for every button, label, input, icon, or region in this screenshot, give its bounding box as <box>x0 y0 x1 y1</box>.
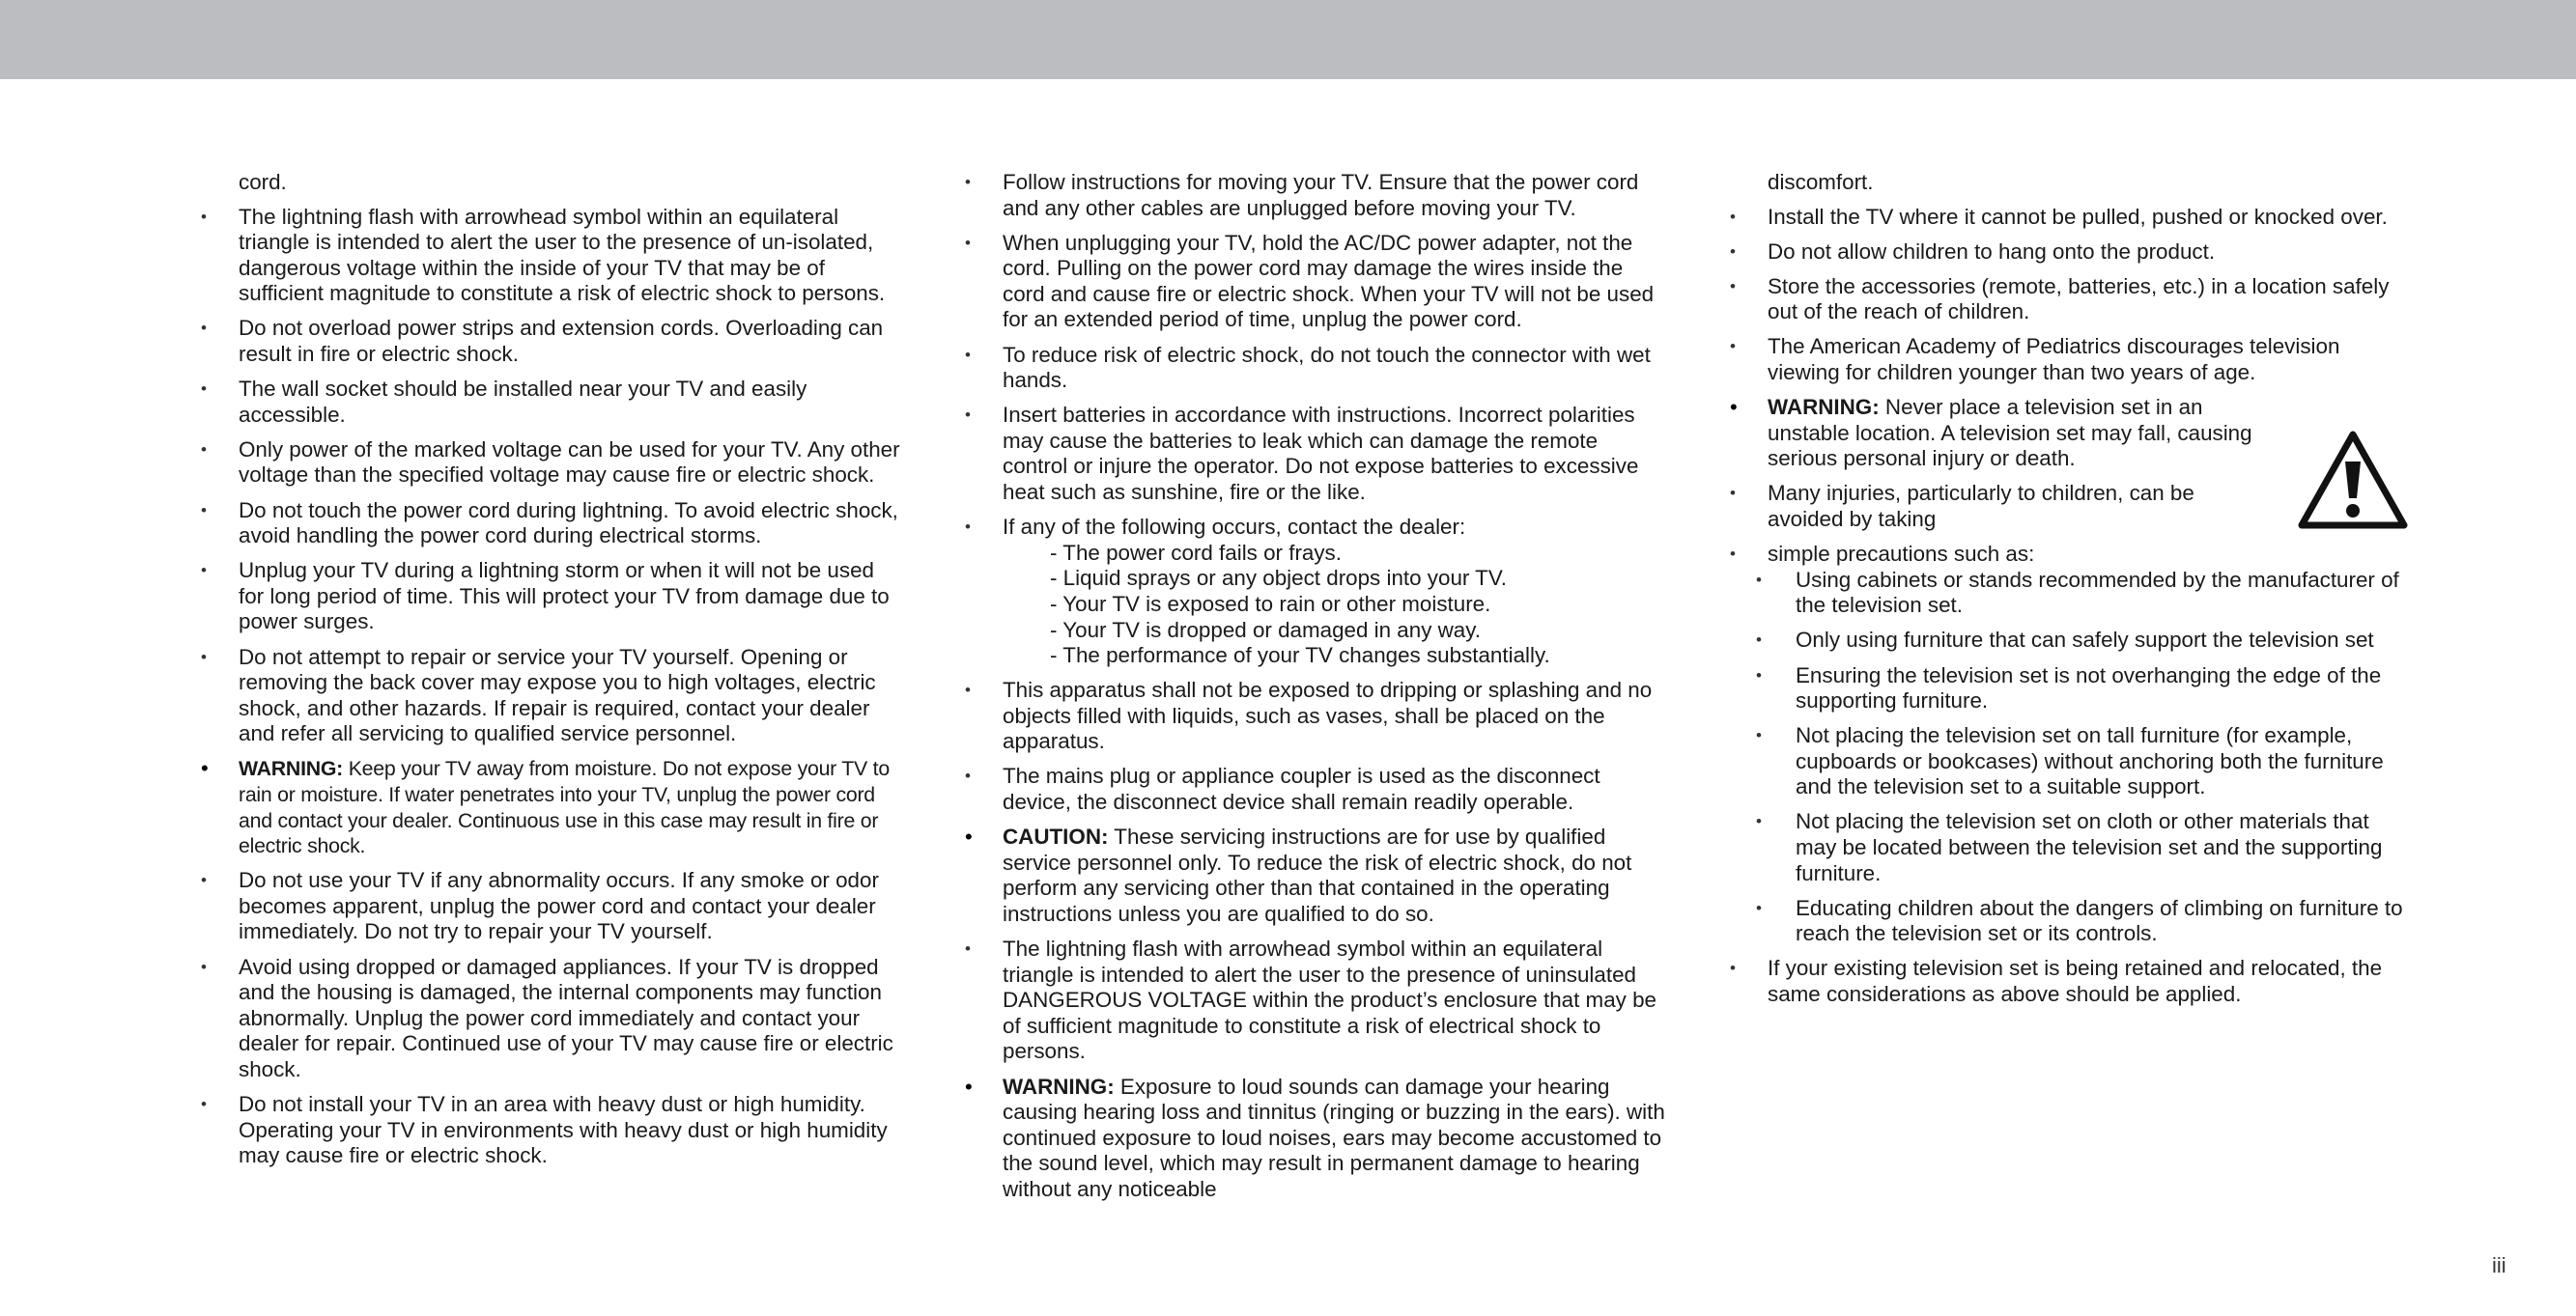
list-item: • To reduce risk of electric shock, do not touch the connector with wet hands. <box>962 343 1667 394</box>
column-2 <box>962 170 1667 1212</box>
caution-text: These servicing instructions are for use by qualified service personnel only. To reduce the risk of electric shock, do not perform any servicing other than that contained in the operating instructions unless you are qualified to do so. <box>1003 825 1632 926</box>
list-item: • Do not allow children to hang onto the product. <box>1727 239 2403 266</box>
precautions-text: • simple precautions such as: <box>1768 542 2035 567</box>
dealer-line: - The performance of your TV changes substantially. <box>1050 643 1550 668</box>
list-item: • Avoid using dropped or damaged appliances. If your TV is dropped and the housing is damaged, the internal components may function abnormally. Unplug the power cord immediately and contact your dealer for repair. Continued use of your TV may cause fire or electric shock. <box>198 955 903 1083</box>
safety-list-3b <box>1727 956 2403 1007</box>
caution-item <box>962 825 1667 927</box>
list-item: • Install the TV where it cannot be pulled, pushed or knocked over. <box>1727 205 2403 231</box>
injuries-text: avoided by taking <box>1768 507 1937 532</box>
page-number: iii <box>2492 1253 2506 1277</box>
list-item: • The wall socket should be installed near your TV and easily accessible. <box>198 377 903 428</box>
caution-label: CAUTION: <box>1003 825 1109 850</box>
safety-list-2 <box>962 170 1667 1202</box>
warning-label: WARNING: <box>239 757 344 781</box>
column-3 <box>1727 170 2403 1017</box>
warning-item <box>962 1075 1667 1203</box>
list-item: • Unplug your TV during a lightning storm or when it will not be used for long period of time. This will protect your TV from damage due to power surges. <box>198 558 903 635</box>
sub-list-item: • Ensuring the television set is not overhanging the edge of the supporting furniture. <box>1727 663 2403 714</box>
warning-text: unstable location. A television set may fall, causing <box>1768 420 2252 445</box>
list-item: • The lightning flash with arrowhead symbol within an equilateral triangle is intended to alert the user to the presence of un-isolated, dangerous voltage within the inside of your TV that may be of sufficient magnitude to constitute a risk of electric shock to persons. <box>198 205 903 307</box>
dealer-item <box>962 515 1667 669</box>
sub-list-item: • Not placing the television set on tall furniture (for example, cupboards or bookcases) without anchoring both the furniture and the television set to a suitable support. <box>1727 723 2403 800</box>
dealer-line: - Your TV is dropped or damaged in any way. <box>1050 617 1482 642</box>
list-item: • Do not attempt to repair or service your TV yourself. Opening or removing the back cover may expose you to high voltages, electric shock, and other hazards. If repair is required, contact your dealer and refer all servicing to qualified service personnel. <box>198 645 903 747</box>
list-item: • Only power of the marked voltage can be used for your TV. Any other voltage than the specified voltage may cause fire or electric shock. <box>198 437 903 489</box>
dealer-intro: If any of the following occurs, contact the dealer: <box>1003 515 1466 540</box>
warning-label: WARNING: <box>1768 395 1880 420</box>
dealer-line: - The power cord fails or frays. <box>1050 540 1342 565</box>
continuation-text: cord. <box>239 170 287 194</box>
safety-list-1 <box>198 205 903 1169</box>
dealer-line: - Liquid sprays or any object drops into your TV. <box>1050 566 1507 591</box>
precautions-list <box>1727 568 2403 947</box>
warning-label: WARNING: <box>1003 1074 1115 1099</box>
dealer-line: - Your TV is exposed to rain or other moisture. <box>1050 591 1491 616</box>
sub-list-item: • Educating children about the dangers of climbing on furniture to reach the television set or its controls. <box>1727 896 2403 947</box>
list-item: • Insert batteries in accordance with instructions. Incorrect polarities may cause the batteries to leak which can damage the remote control or injure the operator. Do not expose batteries to excessive heat such as sunshine, fire or the like. <box>962 403 1667 505</box>
list-item: • Do not touch the power cord during lightning. To avoid electric shock, avoid handling the power cord during electrical storms. <box>198 498 903 549</box>
warning-text: Keep your TV away from moisture. Do not expose your TV to rain or moisture. If water penetrates into your TV, unplug the power cord and contact your dealer. Continuous use in this case may result in fire or electric shock. <box>239 757 890 858</box>
list-item: • This apparatus shall not be exposed to dripping or splashing and no objects filled with liquids, such as vases, shall be placed on the apparatus. <box>962 678 1667 755</box>
list-item: • When unplugging your TV, hold the AC/DC power adapter, not the cord. Pulling on the power cord may damage the wires inside the cord and cause fire or electric shock. When your TV will not be used for an extended period of time, unplug the power cord. <box>962 231 1667 333</box>
list-item <box>1727 542 2403 568</box>
column-1 <box>198 170 903 1178</box>
list-item: • The American Academy of Pediatrics discourages television viewing for children younger than two years of age. <box>1727 334 2403 385</box>
list-item: • If your existing television set is being retained and relocated, the same considerations as above should be applied. <box>1727 956 2403 1007</box>
warning-triangle-icon <box>2296 429 2410 533</box>
continuation-text: discomfort. <box>1768 170 1874 194</box>
list-item: • The mains plug or appliance coupler is used as the disconnect device, the disconnect device shall remain readily operable. <box>962 764 1667 815</box>
list-item: • Follow instructions for moving your TV. Ensure that the power cord and any other cables are unplugged before moving your TV. <box>962 170 1667 221</box>
sub-list-item: • Only using furniture that can safely support the television set <box>1727 628 2403 654</box>
warning-item <box>198 756 903 858</box>
injuries-text: Many injuries, particularly to children, can be <box>1768 481 2194 506</box>
header-bar <box>0 0 2576 79</box>
list-item: • Store the accessories (remote, batteries, etc.) in a location safely out of the reach of children. <box>1727 274 2403 325</box>
sub-list-item: • Not placing the television set on cloth or other materials that may be located between the television set and the supporting furniture. <box>1727 809 2403 886</box>
list-item: • Do not overload power strips and extension cords. Overloading can result in fire or electric shock. <box>198 316 903 367</box>
list-item: • The lightning flash with arrowhead symbol within an equilateral triangle is intended to alert the user to the presence of uninsulated DANGEROUS VOLTAGE within the product’s enclosure that may be of sufficient magnitude to constitute a risk of electrical shock to persons. <box>962 937 1667 1065</box>
warning-text: Never place a television set in an <box>1879 395 2203 420</box>
list-item: • Do not use your TV if any abnormality occurs. If any smoke or odor becomes apparent, unplug the power cord and contact your dealer immediately. Do not try to repair your TV yourself. <box>198 868 903 945</box>
warning-text: Exposure to loud sounds can damage your hearing causing hearing loss and tinnitus (ringing or buzzing in the ears). with continued exposure to loud noises, ears may become accustomed to the sound level, which may result in permanent damage to hearing without any noticeable <box>1003 1074 1665 1201</box>
warning-text: serious personal injury or death. <box>1768 446 2076 471</box>
sub-list-item: • Using cabinets or stands recommended by the manufacturer of the television set. <box>1727 568 2403 619</box>
list-item: • Do not install your TV in an area with heavy dust or high humidity. Operating your TV in environments with heavy dust or high humidity may cause fire or electric shock. <box>198 1092 903 1169</box>
